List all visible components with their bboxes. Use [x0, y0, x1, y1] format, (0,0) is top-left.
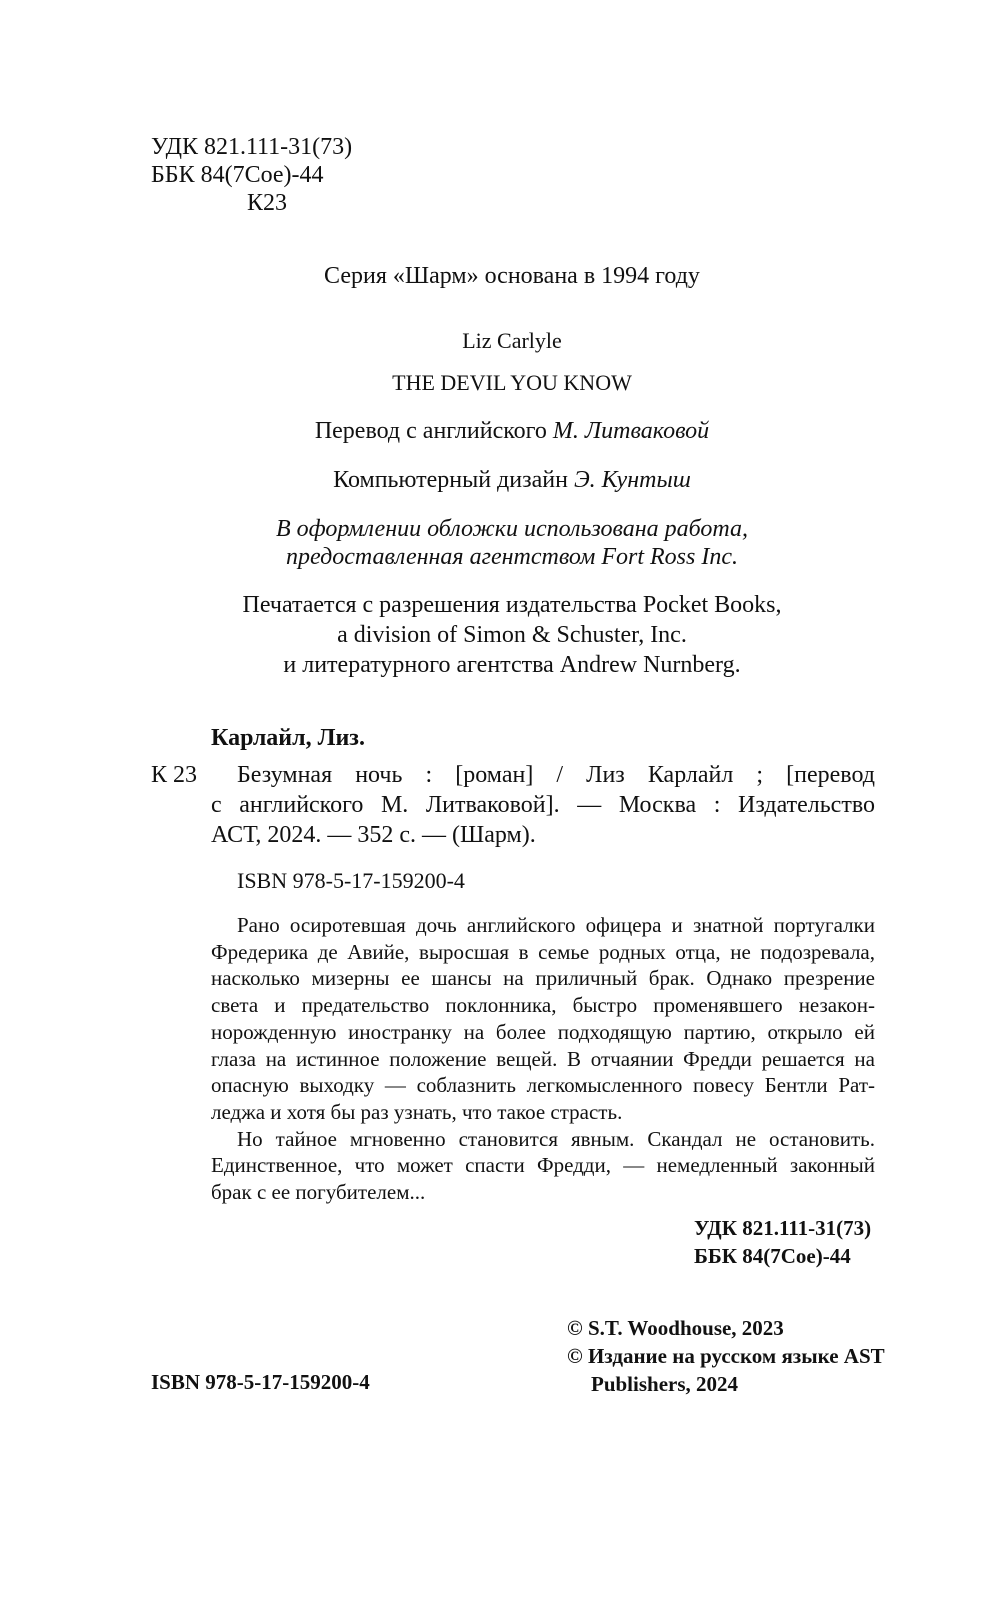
catalog-heading: Карлайл, Лиз.: [211, 725, 365, 751]
copyright-line: Publishers, 2024: [591, 1372, 739, 1396]
cover-note-line: предоставленная агентством Fort Ross Inc.: [286, 544, 738, 570]
designer-name: Э. Кунтыш: [573, 467, 691, 493]
annotation-line: Фредерика де Авийе, выросшая в семье родных отца, не подозревала,: [211, 939, 875, 964]
annotation-line: норожденную иностранку на более подходящую партию, открыло ей: [211, 1019, 875, 1044]
annotation-line: брак с ее погубителем...: [211, 1180, 426, 1205]
annotation-paragraph-2: [211, 1126, 875, 1206]
permission-line: Печатается с разрешения издательства Pocket Books,: [242, 592, 782, 618]
catalog-mark: К 23: [151, 762, 198, 788]
annotation-line: Но тайное мгновенно становится явным. Скандал не остановить.: [237, 1126, 875, 1151]
design-prefix: Компьютерный дизайн: [333, 467, 568, 493]
catalog-entry-line: с английского М. Литваковой]. — Москва : Издательство: [211, 792, 875, 818]
annotation-line: Единственное, что может спасти Фредди, — немедленный законный: [211, 1153, 875, 1178]
catalog-entry: [211, 760, 875, 850]
permission-note: [0, 590, 1000, 680]
footer-bbk: ББК 84(7Сое)-44: [694, 1244, 851, 1268]
translation-prefix: Перевод с английского: [314, 418, 547, 444]
translation-credit: [0, 418, 1000, 445]
cover-note: [0, 515, 1000, 571]
permission-line: и литературного агентства Andrew Nurnberg.: [283, 652, 741, 678]
original-title: THE DEVIL YOU KNOW: [392, 370, 632, 395]
classification-block: [151, 133, 352, 217]
original-author: Liz Carlyle: [462, 328, 562, 353]
cover-note-line: В оформлении обложки использована работа,: [275, 516, 749, 542]
catalog-entry-line: Безумная ночь : [роман] / Лиз Карлайл ; [перевод: [237, 762, 875, 788]
annotation-line: Рано осиротевшая дочь английского офицера и знатной португалки: [237, 913, 875, 937]
copyright-block: [567, 1314, 885, 1398]
footer-classification: [694, 1214, 871, 1270]
copyright-line: © Издание на русском языке AST: [567, 1344, 885, 1368]
author-mark: К23: [247, 190, 288, 216]
series-note: Серия «Шарм» основана в 1994 году: [324, 263, 700, 289]
catalog-entry-line: АСТ, 2024. — 352 с. — (Шарм).: [211, 822, 536, 848]
footer-udk: УДК 821.111-31(73): [694, 1216, 872, 1240]
copyright-line: © S.T. Woodhouse, 2023: [567, 1316, 784, 1340]
design-credit: [0, 467, 1000, 494]
annotation-line: леджа и хотя бы раз узнать, что такое страсть.: [211, 1099, 623, 1124]
footer-isbn: ISBN 978-5-17-159200-4: [151, 1370, 370, 1394]
translator-name: М. Литваковой: [552, 418, 710, 444]
bbk-code: ББК 84(7Сое)-44: [151, 162, 324, 188]
annotation-line: света и предательство поклонника, быстро променявшего незакон-: [211, 993, 875, 1018]
annotation-line: насколько мизерны ее шансы на приличный брак. Однако презрение: [211, 966, 875, 991]
permission-line: a division of Simon & Schuster, Inc.: [337, 622, 687, 648]
catalog-isbn: ISBN 978-5-17-159200-4: [237, 868, 465, 893]
annotation-paragraph-1: [211, 912, 875, 1126]
annotation: [211, 912, 875, 1206]
udk-code: УДК 821.111-31(73): [151, 134, 353, 160]
annotation-line: опасную выходку — соблазнить легкомысленного повесу Бентли Рат-: [211, 1073, 875, 1098]
annotation-line: глаза на истинное положение вещей. В отчаянии Фредди решается на: [211, 1046, 875, 1071]
